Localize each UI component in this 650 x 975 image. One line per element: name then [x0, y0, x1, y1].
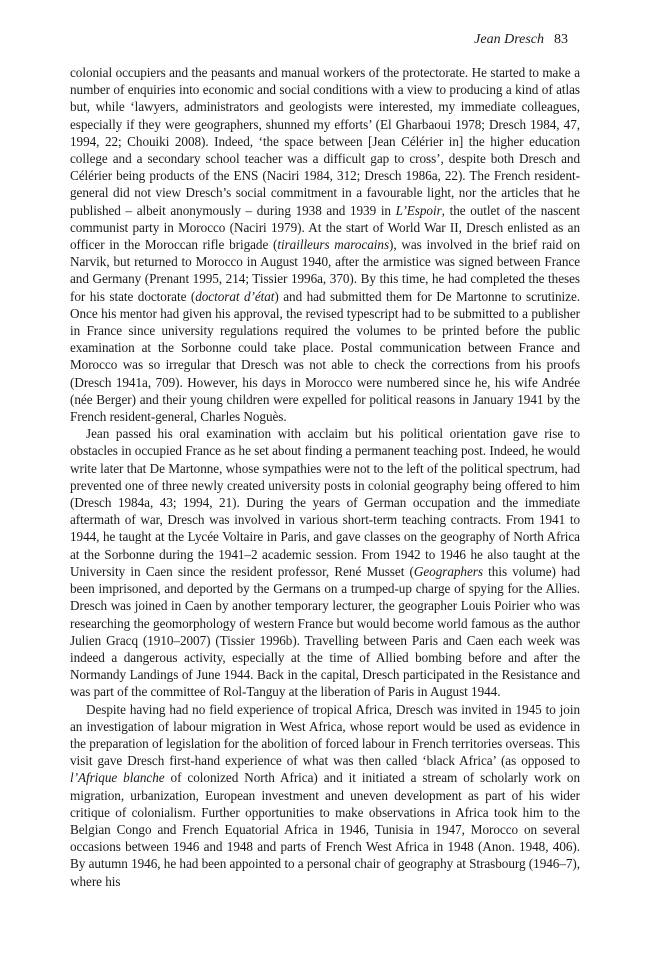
text-run: Jean passed his oral examination with acclaim but his political orientation gave rise to obstacles in occupied France as he set about finding a permanent teaching post. Indeed, he would write later that De Martonne, whose sympathies were not to the left of the political spectrum, had prevented one of three newly created university posts in colonial geography being offered to him (Dresch 1984a, 43; 1994, 21). During the years of German occupation and the immediate aftermath of war, Dresch was involved in various short-term teaching contracts. From 1941 to 1944, he taught at the Lycée Voltaire in Paris, and gave classes on the geography of North Africa at the Sorbonne during the 1941–2 academic session. From 1942 to 1946 he also taught at the University in Caen since the resident professor, René Musset (: [70, 426, 580, 579]
text-run: of colonized North Africa) and it initiated a stream of scholarly work on migration, urbanization, European investment and uneven development as part of his wider critique of colonialism. Further opportunities to make observations in Africa took him to the Belgian Congo and French Equatorial Africa in 1946, Tunisia in 1947, Morocco on several occasions between 1946 and 1948 and parts of French West Africa in 1948 (Anon. 1948, 406). By autumn 1946, he had been appointed to a personal chair of geography at Strasbourg (1946–7), where his: [70, 770, 580, 889]
text-run: Despite having had no field experience of tropical Africa, Dresch was invited in 1945 to join an investigation of labour migration in West Africa, whose report would be used as evidence in the preparation of legislation for the abolition of forced labour in French territories overseas. This visit gave Dresch first-hand experience of what was then called ‘black Africa’ (as opposed to: [70, 701, 580, 769]
body-text: [70, 64, 580, 890]
paragraph: [70, 701, 580, 890]
running-head-author: Jean Dresch: [474, 32, 544, 47]
paragraph: [70, 64, 580, 425]
running-head: [474, 31, 568, 49]
page-number: 83: [554, 32, 568, 47]
paragraph: [70, 425, 580, 700]
text-run: ) and had submitted them for De Martonne to scrutinize. Once his mentor had given his approval, the revised typescript had to be submitted to a publisher in France since university regulations required the volumes to be printed before the public examination at the Sorbonne could take place. Postal communication between France and Morocco was so irregular that Dresch was not able to check the corrections from his proofs (Dresch 1941a, 709). However, his days in Morocco were numbered since he, his wife Andrée (née Berger) and their young children were expelled for political reasons in January 1941 by the French resident-general, Charles Noguès.: [70, 288, 581, 425]
text-run: ), was involved in the brief raid on Narvik, but returned to Morocco in August 1940, after the armistice was signed between France and Germany (Prenant 1995, 214; Tissier 1996a, 370). By this time, he had completed the theses for his state doctorate (: [70, 237, 580, 304]
italic-text: l’Afrique blanche: [70, 770, 165, 786]
text-run: this volume) had been imprisoned, and deported by the Germans on a trumped-up charge of spying for the Allies. Dresch was joined in Caen by another temporary lecturer, the geographer Louis Poirier who was researching the geomorphology of western France but would become world famous as the author Julien Gracq (1910–2007) (Tissier 1996b). Travelling between Paris and Caen each week was indeed a dangerous activity, especially at the time of Allied bombing before and after the Normandy Landings of June 1944. Back in the capital, Dresch participated in the Resistance and was part of the committee of Rol-Tanguy at the liberation of Paris in August 1944.: [70, 563, 580, 700]
italic-text: Geographers: [413, 563, 483, 579]
italic-text: L’Espoir: [395, 202, 442, 218]
italic-text: tirailleurs marocains: [277, 237, 390, 253]
text-run: , the outlet of the nascent communist party in Morocco (Naciri 1979). At the start of World War II, Dresch enlisted as an officer in the Moroccan rifle brigade (: [70, 202, 580, 253]
text-run: colonial occupiers and the peasants and manual workers of the protectorate. He started to make a number of enquiries into economic and social conditions with a view to producing a kind of atlas but, while ‘lawyers, administrators and geologists were interested, my immediate colleagues, especially if they were geographers, shunned my efforts’ (El Gharbaoui 1978; Dresch 1984, 47, 1994, 22; Chouiki 2008). Indeed, ‘the space between [Jean Célérier in] the higher education college and a secondary school teacher was a difficult gap to cross’, despite both Dresch and Célérier being products of the ENS (Naciri 1984, 312; Dresch 1986a, 22). The French resident-general did not view Dresch’s social commitment in a favourable light, nor the articles that he published – albeit anonymously – during 1938 and 1939 in: [70, 65, 580, 218]
italic-text: doctorat d’état: [195, 288, 275, 304]
